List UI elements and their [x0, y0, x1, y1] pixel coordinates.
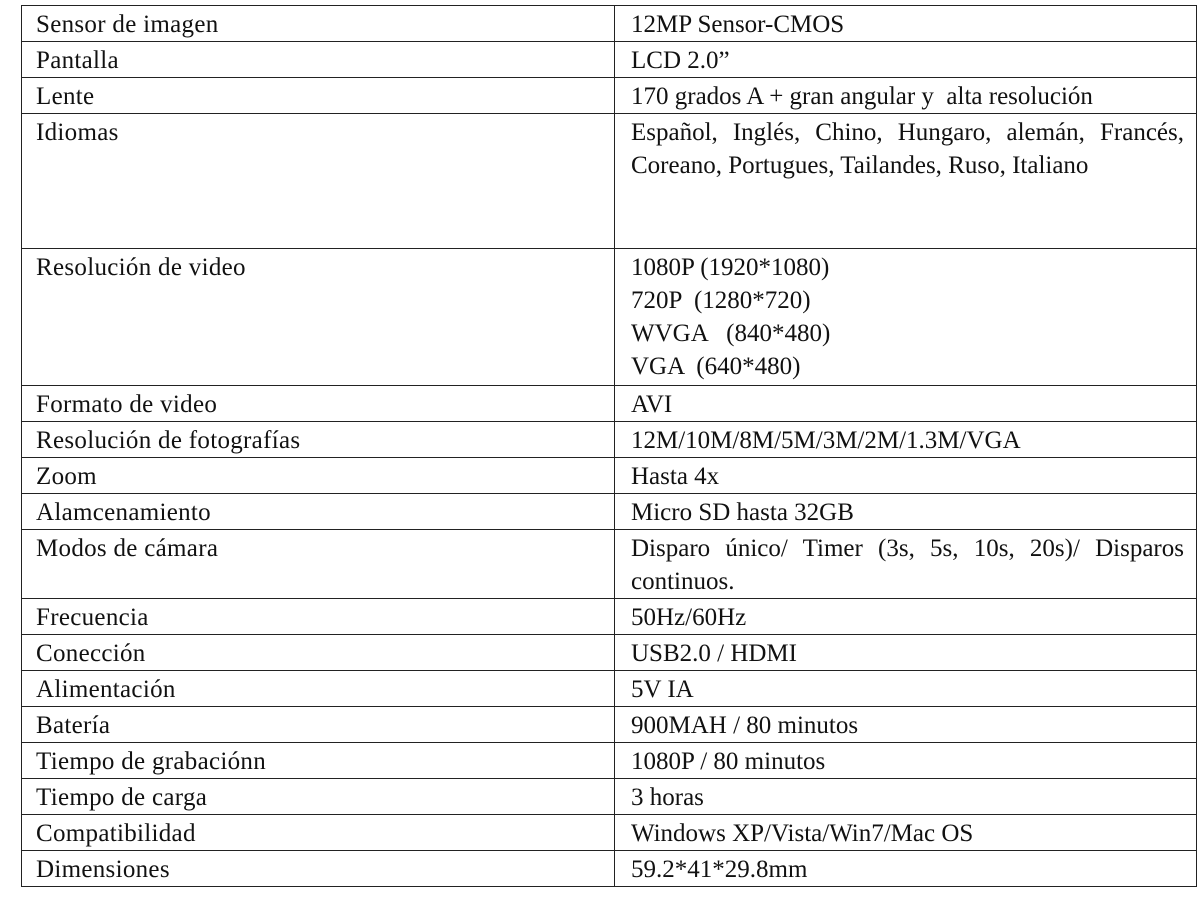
spec-label-text: Resolución de video [36, 254, 246, 281]
spec-value [615, 422, 1197, 458]
spec-label-text: Compatibilidad [36, 820, 196, 847]
spec-value [615, 6, 1197, 42]
spec-label-text: Alamcenamiento [36, 499, 211, 526]
spec-label [22, 635, 615, 671]
table-row [22, 707, 1197, 743]
spec-label-text: Modos de cámara [36, 535, 219, 562]
spec-label-text: Tiempo de carga [36, 784, 208, 811]
table-row [22, 743, 1197, 779]
spec-value [615, 42, 1197, 78]
spec-label-text: Zoom [36, 463, 97, 490]
table-row [22, 599, 1197, 635]
spec-value-line: VGA (640*480) [631, 353, 801, 380]
spec-label [22, 530, 615, 599]
table-row [22, 530, 1197, 599]
spec-label-text: Lente [36, 83, 95, 110]
spec-label [22, 6, 615, 42]
spec-label [22, 671, 615, 707]
spec-value [615, 249, 1197, 386]
table-row [22, 114, 1197, 249]
spec-value-text: 1080P / 80 minutos [631, 748, 826, 775]
spec-label-text: Resolución de fotografías [36, 427, 301, 454]
spec-value-text: Micro SD hasta 32GB [631, 499, 854, 526]
spec-value-line: 720P (1280*720) [631, 287, 811, 314]
table-row [22, 494, 1197, 530]
spec-value [615, 458, 1197, 494]
spec-label-text: Pantalla [36, 47, 119, 74]
spec-value-text: Disparo único/ Timer (3s, 5s, 10s, 20s)/ Disparos continuos. [631, 535, 1184, 595]
table-row [22, 42, 1197, 78]
spec-value-text: Windows XP/Vista/Win7/Mac OS [631, 820, 974, 847]
spec-value-text: 12MP Sensor-CMOS [631, 11, 845, 38]
spec-value-text: LCD 2.0” [631, 47, 730, 74]
spec-label [22, 599, 615, 635]
spec-value [615, 114, 1197, 249]
spec-label [22, 458, 615, 494]
table-row [22, 458, 1197, 494]
table-row [22, 78, 1197, 114]
spec-value [615, 815, 1197, 851]
spec-value-text: 900MAH / 80 minutos [631, 712, 859, 739]
spec-label [22, 114, 615, 249]
spec-label-text: Tiempo de grabaciónn [36, 748, 267, 775]
spec-label [22, 78, 615, 114]
spec-value-text: Español, Inglés, Chino, Hungaro, alemán, Francés, Coreano, Portugues, Tailandes, Ruso, Italiano [631, 119, 1184, 179]
spec-value [615, 671, 1197, 707]
spec-label-text: Alimentación [36, 676, 176, 703]
spec-value-text: 3 horas [631, 784, 704, 811]
spec-label-text: Sensor de imagen [36, 11, 219, 38]
spec-value [615, 599, 1197, 635]
table-row [22, 851, 1197, 887]
specifications-table [21, 5, 1197, 887]
spec-value-line: WVGA (840*480) [631, 320, 831, 347]
spec-value [615, 779, 1197, 815]
spec-label [22, 707, 615, 743]
spec-label [22, 42, 615, 78]
spec-value-text: 12M/10M/8M/5M/3M/2M/1.3M/VGA [631, 427, 1021, 454]
spec-label [22, 249, 615, 386]
spec-label [22, 815, 615, 851]
spec-value-text: Hasta 4x [631, 463, 720, 490]
spec-value [615, 635, 1197, 671]
spec-value [615, 743, 1197, 779]
spec-value-text: USB2.0 / HDMI [631, 640, 797, 667]
spec-value-text: 59.2*41*29.8mm [631, 856, 808, 883]
spec-label [22, 851, 615, 887]
spec-value [615, 494, 1197, 530]
table-row [22, 635, 1197, 671]
spec-value [615, 851, 1197, 887]
spec-value-text: 50Hz/60Hz [631, 604, 747, 631]
spec-value [615, 78, 1197, 114]
spec-value-text: AVI [631, 391, 673, 418]
table-row [22, 6, 1197, 42]
spec-label [22, 743, 615, 779]
table-row [22, 386, 1197, 422]
table-row [22, 422, 1197, 458]
table-row [22, 815, 1197, 851]
spec-label-text: Conección [36, 640, 146, 667]
spec-label [22, 422, 615, 458]
spec-value [615, 707, 1197, 743]
spec-label [22, 494, 615, 530]
spec-label-text: Batería [36, 712, 111, 739]
table-row [22, 249, 1197, 386]
spec-label-text: Formato de video [36, 391, 218, 418]
spec-label-text: Frecuencia [36, 604, 149, 631]
spec-value [615, 386, 1197, 422]
spec-label [22, 779, 615, 815]
spec-value [615, 530, 1197, 599]
spec-label [22, 386, 615, 422]
spec-value-line: 1080P (1920*1080) [631, 254, 830, 281]
spec-label-text: Idiomas [36, 119, 119, 146]
spec-value-text: 170 grados A + gran angular y alta resolución [631, 83, 1093, 110]
spec-label-text: Dimensiones [36, 856, 170, 883]
table-row [22, 779, 1197, 815]
table-row [22, 671, 1197, 707]
spec-value-text: 5V IA [631, 676, 694, 703]
